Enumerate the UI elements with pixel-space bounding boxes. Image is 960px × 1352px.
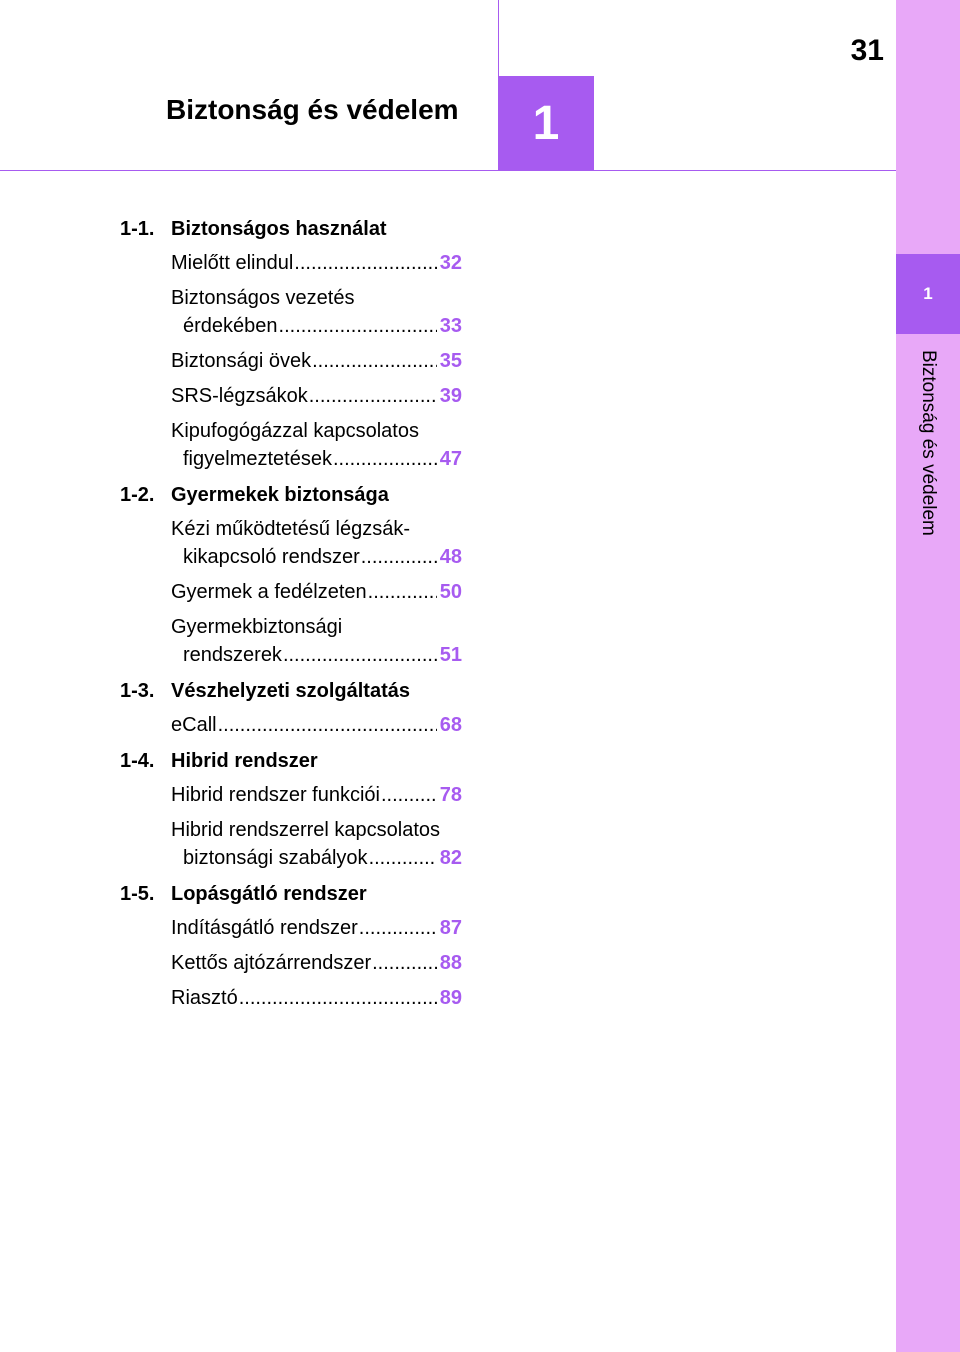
toc-section-number: 1-5. [120, 883, 155, 905]
toc-entry-label: Riasztó [171, 987, 238, 1009]
toc-section-number: 1-4. [120, 750, 155, 772]
toc-entry[interactable] [171, 417, 462, 473]
toc-entry-line [171, 984, 462, 1012]
side-tab-label: Biztonság és védelem [918, 350, 939, 536]
toc-entry-line [171, 445, 462, 473]
toc-section-number: 1-2. [120, 484, 155, 506]
toc-entry[interactable] [171, 347, 462, 375]
toc-dot-leader [312, 347, 437, 375]
toc-page-link[interactable]: 87 [439, 917, 462, 939]
toc-entry-label: Gyermek a fedélzeten [171, 581, 367, 603]
toc-entry-label: SRS-légzsákok [171, 385, 308, 407]
toc-entry[interactable] [171, 781, 462, 809]
toc-entry-label: Mielőtt elindul [171, 252, 294, 274]
toc-dot-leader [283, 641, 437, 669]
toc-entry[interactable] [171, 914, 462, 942]
toc-dot-leader [294, 249, 436, 277]
toc-page-link[interactable]: 78 [439, 784, 462, 806]
toc-entry-line [171, 711, 462, 739]
toc-entry[interactable] [171, 613, 462, 669]
toc-entry[interactable] [171, 249, 462, 277]
toc-entry-line [171, 578, 462, 606]
toc-entry-line [171, 949, 462, 977]
toc-entry[interactable] [171, 515, 462, 571]
side-tab [896, 0, 960, 1352]
toc-dot-leader [239, 984, 437, 1012]
side-tab-chapter-number[interactable]: 1 [896, 254, 960, 334]
toc-dot-leader [279, 312, 437, 340]
toc-section-number: 1-3. [120, 680, 155, 702]
toc-entry-line [171, 312, 462, 340]
toc-dot-leader [359, 914, 437, 942]
toc-page-link[interactable]: 68 [439, 714, 462, 736]
chapter-number-box: 1 [498, 76, 594, 171]
toc-entry[interactable] [171, 816, 462, 872]
toc-entry-label: eCall [171, 714, 217, 736]
toc-dot-leader [381, 781, 437, 809]
toc-dot-leader [372, 949, 437, 977]
chapter-title: Biztonság és védelem [166, 94, 459, 125]
toc-entry-label: érdekében [183, 315, 278, 337]
toc-entry-line [171, 781, 462, 809]
table-of-contents [120, 214, 462, 1019]
toc-entry-label-line: Gyermekbiztonsági [171, 616, 343, 638]
toc-section-heading [120, 214, 462, 249]
toc-page-link[interactable]: 48 [439, 546, 462, 568]
header-divider-horizontal [0, 170, 896, 171]
toc-section-heading [120, 676, 462, 711]
toc-entry-label: Kettős ajtózárrendszer [171, 952, 372, 974]
toc-entry-label: Indításgátló rendszer [171, 917, 358, 939]
toc-section-number: 1-1. [120, 218, 155, 240]
toc-entry-label: rendszerek [183, 644, 282, 666]
toc-dot-leader [361, 543, 437, 571]
toc-entry[interactable] [171, 382, 462, 410]
toc-entry[interactable] [171, 949, 462, 977]
toc-entry-line [171, 347, 462, 375]
toc-entry[interactable] [171, 711, 462, 739]
toc-entry-label: kikapcsoló rendszer [183, 546, 360, 568]
toc-entry[interactable] [171, 984, 462, 1012]
page-number: 31 [850, 34, 884, 67]
toc-entry-line [171, 249, 462, 277]
toc-page-link[interactable]: 82 [439, 847, 462, 869]
toc-entry-line [171, 382, 462, 410]
toc-dot-leader [369, 844, 437, 872]
toc-entry[interactable] [171, 578, 462, 606]
toc-section-title: Hibrid rendszer [171, 750, 318, 772]
toc-entry-label-line: Hibrid rendszerrel kapcsolatos [171, 819, 441, 841]
toc-section-title: Vészhelyzeti szolgáltatás [171, 680, 410, 702]
toc-entry-line [171, 914, 462, 942]
toc-entry-label: Hibrid rendszer funkciói [171, 784, 380, 806]
toc-entry-label-line: Kipufogógázzal kapcsolatos [171, 420, 419, 442]
toc-page-link[interactable]: 39 [439, 385, 462, 407]
toc-section-heading [120, 746, 462, 781]
toc-page-link[interactable]: 88 [439, 952, 462, 974]
toc-entry-label: figyelmeztetések [183, 448, 332, 470]
toc-page-link[interactable]: 50 [439, 581, 462, 603]
toc-dot-leader [368, 578, 437, 606]
toc-entry-label-line: Biztonságos vezetés [171, 287, 355, 309]
toc-entry-line [171, 844, 462, 872]
toc-dot-leader [333, 445, 437, 473]
toc-entry-line [171, 543, 462, 571]
toc-entry-line [171, 641, 462, 669]
toc-page-link[interactable]: 89 [439, 987, 462, 1009]
toc-section-heading [120, 879, 462, 914]
toc-section-title: Lopásgátló rendszer [171, 883, 367, 905]
toc-page-link[interactable]: 32 [439, 252, 462, 274]
toc-entry[interactable] [171, 284, 462, 340]
toc-entry-label-line: Kézi működtetésű légzsák- [171, 518, 411, 540]
toc-section-title: Gyermekek biztonsága [171, 484, 389, 506]
toc-page-link[interactable]: 47 [439, 448, 462, 470]
toc-dot-leader [309, 382, 437, 410]
toc-entry-label: Biztonsági övek [171, 350, 312, 372]
toc-page-link[interactable]: 35 [439, 350, 462, 372]
toc-page-link[interactable]: 51 [439, 644, 462, 666]
toc-dot-leader [218, 711, 437, 739]
toc-section-heading [120, 480, 462, 515]
toc-section-title: Biztonságos használat [171, 218, 387, 240]
toc-page-link[interactable]: 33 [439, 315, 462, 337]
toc-entry-label: biztonsági szabályok [183, 847, 368, 869]
